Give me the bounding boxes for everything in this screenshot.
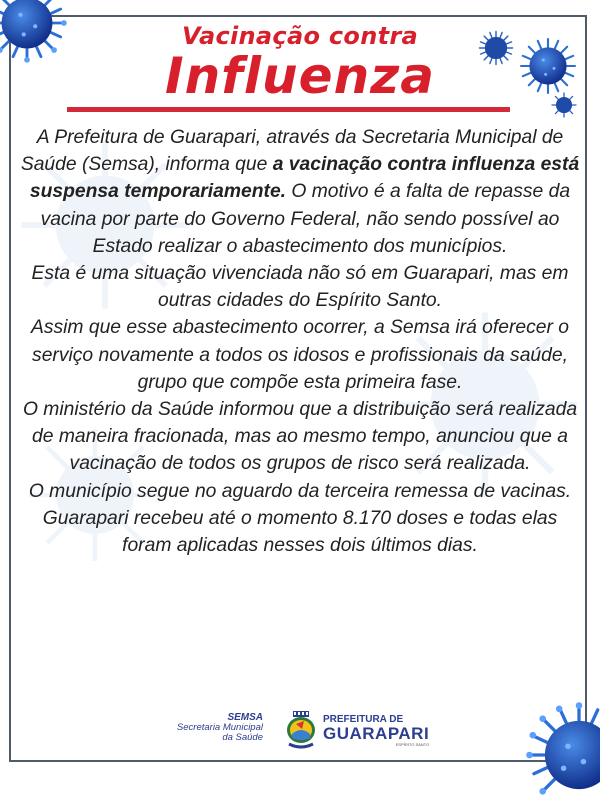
prefeitura-line2: GUARAPARI [323, 725, 429, 742]
semsa-line2: da Saúde [177, 733, 263, 743]
prefeitura-line1: PREFEITURA DE [323, 714, 429, 725]
paragraph-1 [20, 124, 580, 260]
footer-logos [0, 708, 600, 752]
municipal-crest-icon [284, 710, 318, 750]
semsa-logo [177, 712, 263, 743]
paragraph-4: O ministério da Saúde informou que a distribuição será realizada de maneira fracionada, mas ao mesmo tempo, anunciou que a vacinação de todos os grupos de risco será realizada. [20, 396, 580, 478]
title-heading: Influenza [0, 46, 600, 106]
title-subheading: Vacinação contra [0, 22, 600, 50]
paragraph-5: O município segue no aguardo da terceira remessa de vacinas. [20, 478, 580, 505]
paragraph-3: Assim que esse abastecimento ocorrer, a Semsa irá oferecer o serviço novamente a todos os idosos e profissionais da saúde, grupo que compõe esta primeira fase. [20, 314, 580, 396]
paragraph-1-intro: A Prefeitura de Guarapari, através da Secretaria Municipal de Saúde (Semsa), informa que [21, 127, 563, 175]
prefeitura-state: ESPÍRITO SANTO [323, 742, 429, 748]
paragraph-1-highlight: a vacinação contra influenza está suspensa temporariamente. [30, 154, 579, 202]
title-underline [67, 107, 510, 112]
paragraph-6: Guarapari recebeu até o momento 8.170 doses e todas elas foram aplicadas nesses dois últimos dias. [20, 505, 580, 559]
semsa-name: SEMSA [177, 712, 263, 723]
prefeitura-logo [323, 714, 429, 748]
announcement-body [20, 124, 580, 559]
paragraph-2: Esta é uma situação vivenciada não só em Guarapari, mas em outras cidades do Espírito Santo. [20, 260, 580, 314]
semsa-line1: Secretaria Municipal [177, 723, 263, 733]
paragraph-1-reason: O motivo é a falta de repasse da vacina por parte do Governo Federal, não sendo possível ao Estado realizar o abastecimento dos municípios. [41, 181, 570, 256]
